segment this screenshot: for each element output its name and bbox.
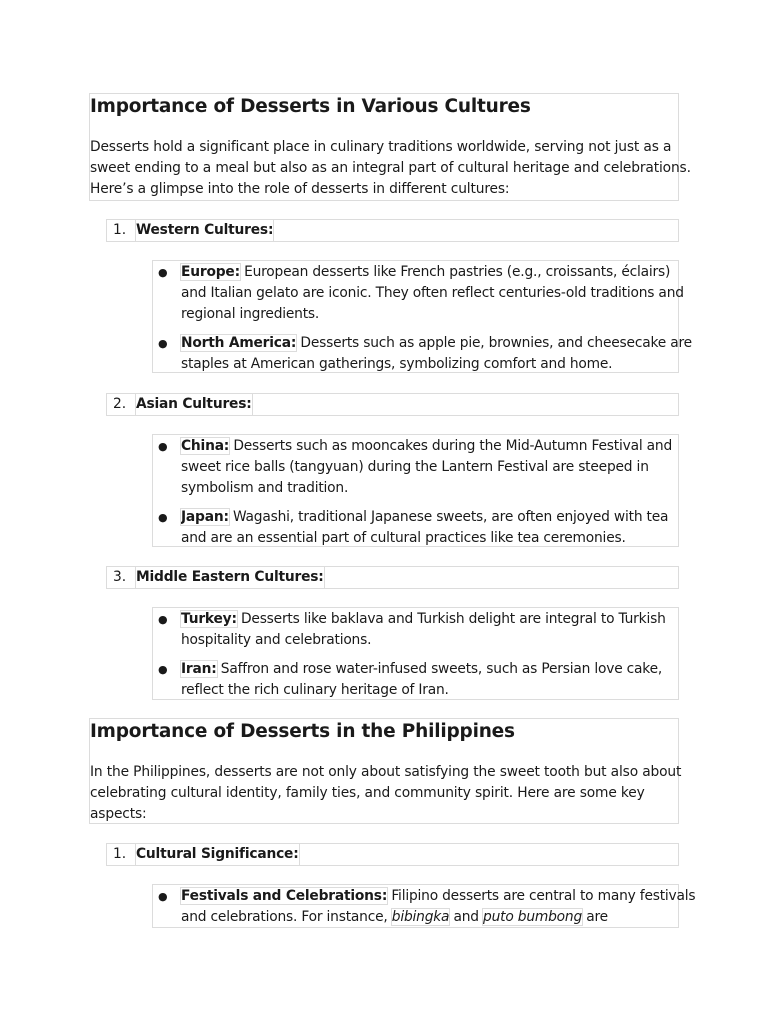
section1-intro-line: Desserts hold a significant place in culinary traditions worldwide, serving not just as a (90, 139, 672, 155)
item-text: Wagashi, traditional Japanese sweets, are often enjoyed with tea (228, 509, 669, 525)
item-text: Filipino desserts are central to many festivals (387, 888, 696, 904)
list-number: 1. (113, 846, 127, 862)
item-text-line: and are an essential part of cultural practices like tea ceremonies. (181, 530, 626, 546)
list-number: 1. (113, 222, 127, 238)
item-term: Turkey: (181, 611, 237, 627)
section1-intro-line: sweet ending to a meal but also as an integral part of cultural heritage and celebrations. (90, 160, 691, 176)
bullet-icon: ● (158, 511, 168, 524)
dessert-name-bibingka: bibingka (391, 909, 450, 925)
bullet-icon: ● (158, 890, 168, 903)
section2-intro-line: In the Philippines, desserts are not only about satisfying the sweet tooth but also about (90, 764, 682, 780)
item-text: Saffron and rose water-infused sweets, such as Persian love cake, (216, 661, 663, 677)
dessert-name-puto-bumbong: puto bumbong (483, 909, 583, 925)
bullet-icon: ● (158, 266, 168, 279)
list-item (181, 333, 692, 375)
list-number: 2. (113, 396, 127, 412)
section2-intro-line: aspects: (90, 806, 147, 822)
bullet-icon: ● (158, 337, 168, 350)
item-term: Iran: (181, 661, 217, 677)
list-item (181, 886, 695, 928)
item-text: are (582, 909, 608, 925)
item-text-line: sweet rice balls (tangyuan) during the Lantern Festival are steeped in (181, 459, 649, 475)
bullet-icon: ● (158, 440, 168, 453)
list-item (181, 436, 672, 499)
item-term: Japan: (181, 509, 229, 525)
section2-intro (90, 762, 681, 825)
section2-heading: Importance of Desserts in the Philippines (90, 721, 515, 742)
item-text: Desserts such as apple pie, brownies, and cheesecake are (296, 335, 692, 351)
item-text-line: staples at American gatherings, symbolizing comfort and home. (181, 356, 613, 372)
item-term: Festivals and Celebrations: (181, 888, 388, 904)
group-label: Western Cultures: (136, 220, 273, 241)
section1-intro (90, 137, 691, 200)
item-text: Desserts like baklava and Turkish delight are integral to Turkish (236, 611, 666, 627)
list-number: 3. (113, 569, 127, 585)
item-text-line: reflect the rich culinary heritage of Iran. (181, 682, 449, 698)
item-term: North America: (181, 335, 297, 351)
item-text: and (449, 909, 484, 925)
item-text-line: regional ingredients. (181, 306, 320, 322)
item-text: and celebrations. For instance, (181, 909, 392, 925)
section1-heading: Importance of Desserts in Various Cultures (90, 96, 531, 117)
bullet-icon: ● (158, 613, 168, 626)
bullet-icon: ● (158, 663, 168, 676)
list-item (181, 609, 666, 651)
item-text-line: symbolism and tradition. (181, 480, 349, 496)
list-item (181, 659, 662, 701)
section2-intro-line: celebrating cultural identity, family ties, and community spirit. Here are some key (90, 785, 645, 801)
item-text: European desserts like French pastries (e.g., croissants, éclairs) (239, 264, 671, 280)
group-label: Middle Eastern Cultures: (136, 567, 324, 588)
item-text-line: hospitality and celebrations. (181, 632, 372, 648)
item-term: China: (181, 438, 230, 454)
group-label: Asian Cultures: (136, 394, 252, 415)
group-label: Cultural Significance: (136, 844, 299, 865)
item-text: Desserts such as mooncakes during the Mid-Autumn Festival and (229, 438, 672, 454)
list-item (181, 507, 668, 549)
list-item (181, 262, 684, 325)
section1-intro-line: Here’s a glimpse into the role of desserts in different cultures: (90, 181, 510, 197)
item-term: Europe: (181, 264, 240, 280)
item-text-line: and Italian gelato are iconic. They often reflect centuries-old traditions and (181, 285, 684, 301)
